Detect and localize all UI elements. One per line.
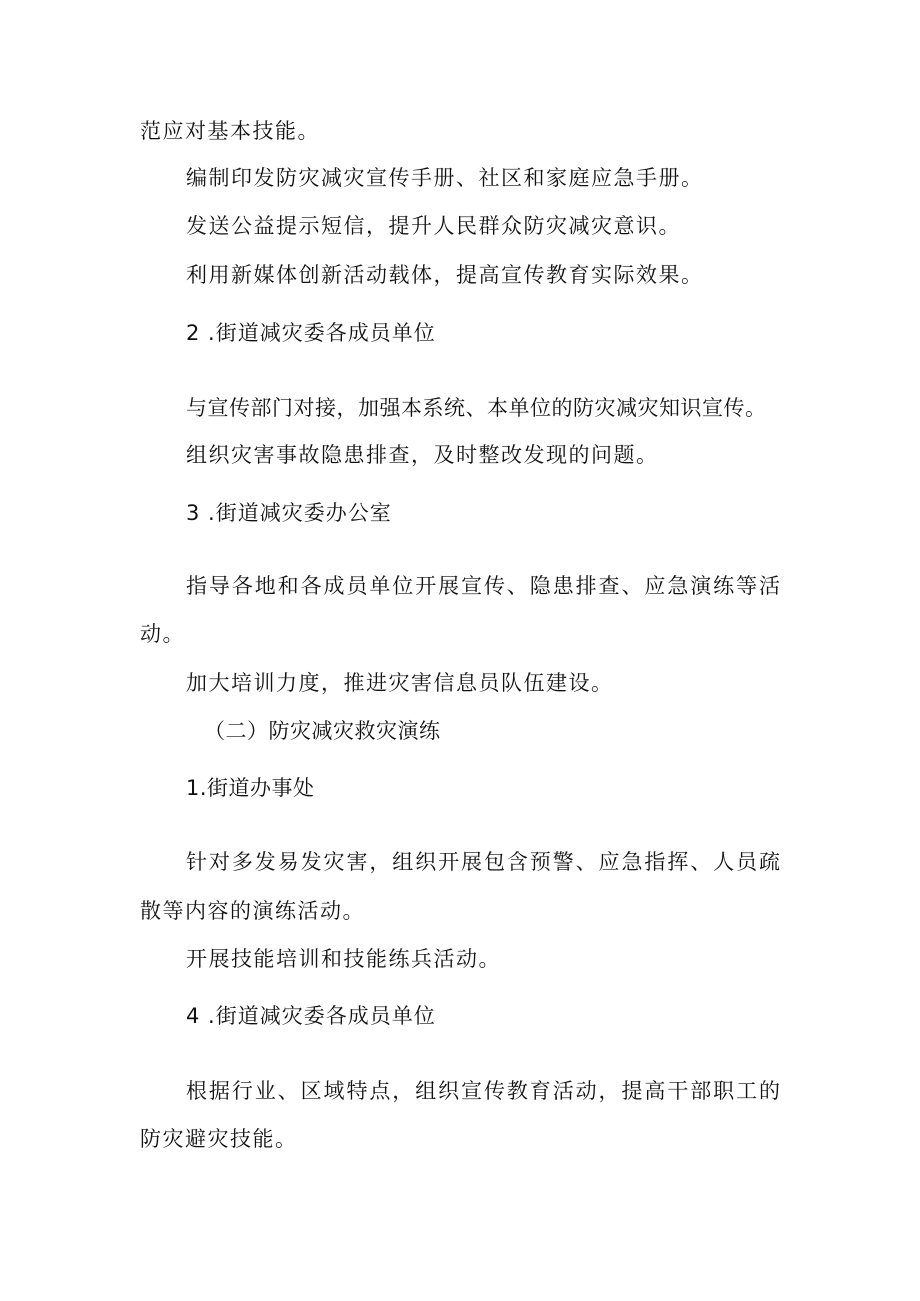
section-heading: 1.街道办事处 [186,776,315,800]
paragraph-line: 根据行业、区域特点，组织宣传教育活动，提高干部职工的 [186,1079,780,1103]
paragraph-line: 利用新媒体创新活动载体，提高宣传教育实际效果。 [186,263,704,287]
paragraph-line: 范应对基本技能。 [140,119,320,143]
paragraph-line: 指导各地和各成员单位开展宣传、隐患排查、应急演练等活 [186,574,780,598]
paragraph-line: 动。 [140,622,185,646]
paragraph-line: 开展技能培训和技能练兵活动。 [186,947,501,971]
paragraph-line: 加大培训力度，推进灾害信息员队伍建设。 [186,671,614,695]
section-heading: 4 .街道减灾委各成员单位 [186,1004,436,1028]
paragraph-line: 针对多发易发灾害，组织开展包含预警、应急指挥、人员疏 [186,850,780,874]
paragraph-line: 与宣传部门对接，加强本系统、本单位的防灾减灾知识宣传。 [186,396,767,420]
paragraph-line: 防灾避灾技能。 [140,1127,298,1151]
paragraph-line: 发送公益提示短信，提升人民群众防灾减灾意识。 [186,214,681,238]
section-heading: 2 .街道减灾委各成员单位 [186,321,436,345]
paragraph-line: 散等内容的演练活动。 [140,899,365,923]
paragraph-line: 编制印发防灾减灾宣传手册、社区和家庭应急手册。 [186,166,704,190]
section-heading: （二）防灾减灾救灾演练 [204,719,441,743]
paragraph-line: 组织灾害事故隐患排查，及时整改发现的问题。 [186,443,659,467]
section-heading: 3 .街道减灾委办公室 [186,501,392,525]
